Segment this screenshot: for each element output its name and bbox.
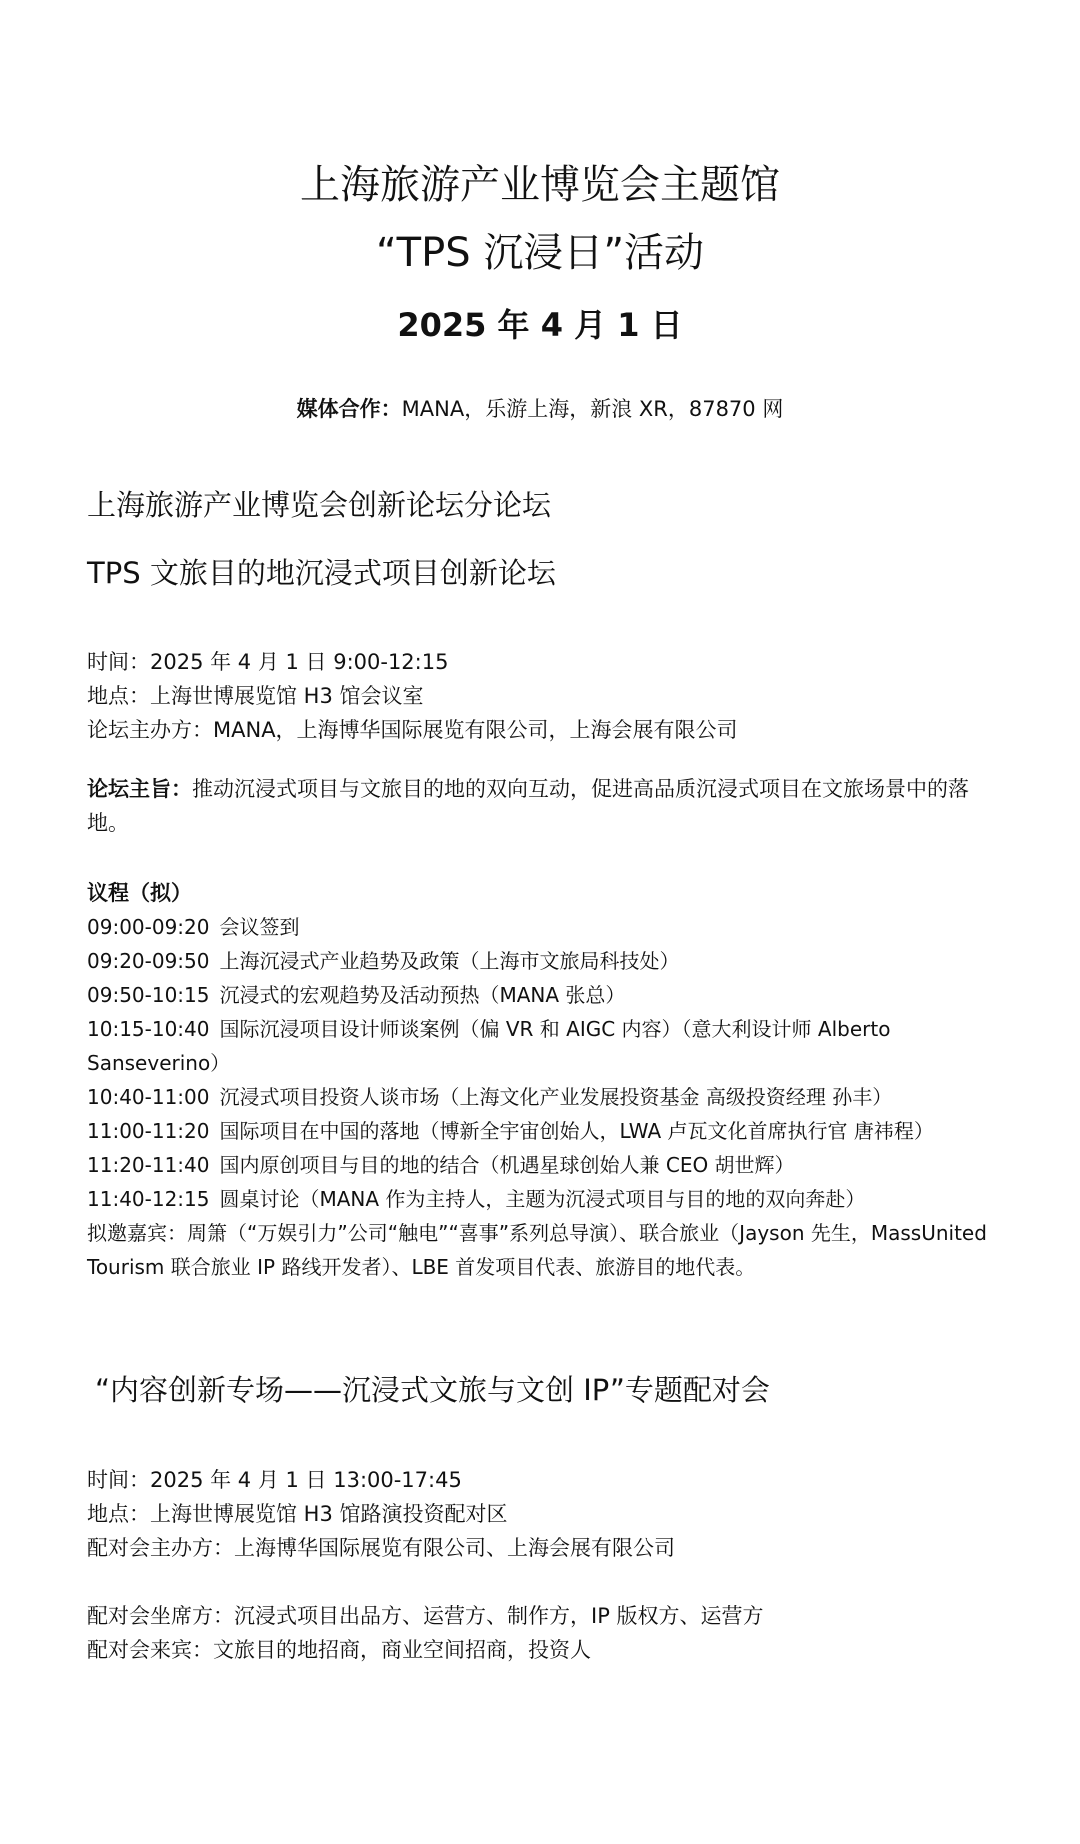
agenda-time: 09:50-10:15 (87, 983, 210, 1007)
media-partners (0, 393, 1080, 425)
forum-heading: 上海旅游产业博览会创新论坛分论坛 (87, 488, 552, 522)
forum-location: 地点：上海世博展览馆 H3 馆会议室 (87, 684, 424, 708)
agenda-time: 11:20-11:40 (87, 1153, 210, 1177)
forum-time: 时间：2025 年 4 月 1 日 9:00-12:15 (87, 650, 449, 674)
matchmaking-location: 地点：上海世博展览馆 H3 馆路演投资配对区 (87, 1502, 508, 1526)
event-title: “TPS 沉浸日”活动 (375, 230, 705, 276)
agenda-time: 10:40-11:00 (87, 1085, 210, 1109)
agenda-time: 09:20-09:50 (87, 949, 210, 973)
agenda-title: 议程（拟） (87, 881, 192, 905)
forum-purpose (87, 772, 1007, 840)
matchmaking-guests: 配对会来宾：文旅目的地招商，商业空间招商，投资人 (87, 1638, 591, 1662)
agenda-row (87, 1080, 1007, 1114)
agenda-row (87, 1148, 1007, 1182)
agenda-item: 会议签到 (219, 915, 300, 939)
media-partners-list: MANA，乐游上海，新浪 XR，87870 网 (401, 397, 784, 421)
purpose-text: 推动沉浸式项目与文旅目的地的双向互动，促进高品质沉浸式项目在文旅场景中的落地。 (87, 777, 969, 835)
agenda-row (87, 910, 1007, 944)
agenda-item: 沉浸式项目投资人谈市场（上海文化产业发展投资基金 高级投资经理 孙丰） (219, 1085, 893, 1109)
page-title: 上海旅游产业博览会主题馆 (300, 162, 780, 208)
agenda-row (87, 944, 1007, 978)
invited-guests: 拟邀嘉宾：周箫（“万娱引力”公司“触电”“喜事”系列总导演）、联合旅业（Jayson 先生，MassUnited Tourism 联合旅业 IP 路线开发者）、LBE 首发项目代表、旅游目的地代表。 (87, 1221, 987, 1279)
agenda-item: 国内原创项目与目的地的结合（机遇星球创始人兼 CEO 胡世辉） (219, 1153, 795, 1177)
agenda-row (87, 1012, 1007, 1080)
agenda-item: 上海沉浸式产业趋势及政策（上海市文旅局科技处） (219, 949, 680, 973)
matchmaking-heading: “内容创新专场——沉浸式文旅与文创 IP”专题配对会 (95, 1373, 770, 1407)
agenda-row (87, 1114, 1007, 1148)
forum-organizer: 论坛主办方：MANA，上海博华国际展览有限公司，上海会展有限公司 (87, 718, 738, 742)
agenda-item: 圆桌讨论（MANA 作为主持人，主题为沉浸式项目与目的地的双向奔赴） (219, 1187, 866, 1211)
matchmaking-time: 时间：2025 年 4 月 1 日 13:00-17:45 (87, 1468, 462, 1492)
agenda-row (87, 1182, 1007, 1216)
matchmaking-organizer: 配对会主办方：上海博华国际展览有限公司、上海会展有限公司 (87, 1536, 675, 1560)
matchmaking-seats: 配对会坐席方：沉浸式项目出品方、运营方、制作方，IP 版权方、运营方 (87, 1604, 764, 1628)
media-label: 媒体合作： (296, 397, 402, 421)
agenda-item: 国际沉浸项目设计师谈案例（偏 VR 和 AIGC 内容）（意大利设计师 Alberto Sanseverino） (87, 1017, 891, 1075)
forum-subheading: TPS 文旅目的地沉浸式项目创新论坛 (87, 556, 556, 590)
agenda-item: 国际项目在中国的落地（博新全宇宙创始人，LWA 卢瓦文化首席执行官 唐祎程） (219, 1119, 934, 1143)
event-date: 2025 年 4 月 1 日 (397, 306, 683, 344)
purpose-label: 论坛主旨： (87, 777, 192, 801)
agenda-item: 沉浸式的宏观趋势及活动预热（MANA 张总） (219, 983, 626, 1007)
agenda-time: 10:15-10:40 (87, 1017, 210, 1041)
agenda-row (87, 978, 1007, 1012)
agenda-time: 09:00-09:20 (87, 915, 210, 939)
agenda-time: 11:40-12:15 (87, 1187, 210, 1211)
agenda-time: 11:00-11:20 (87, 1119, 210, 1143)
